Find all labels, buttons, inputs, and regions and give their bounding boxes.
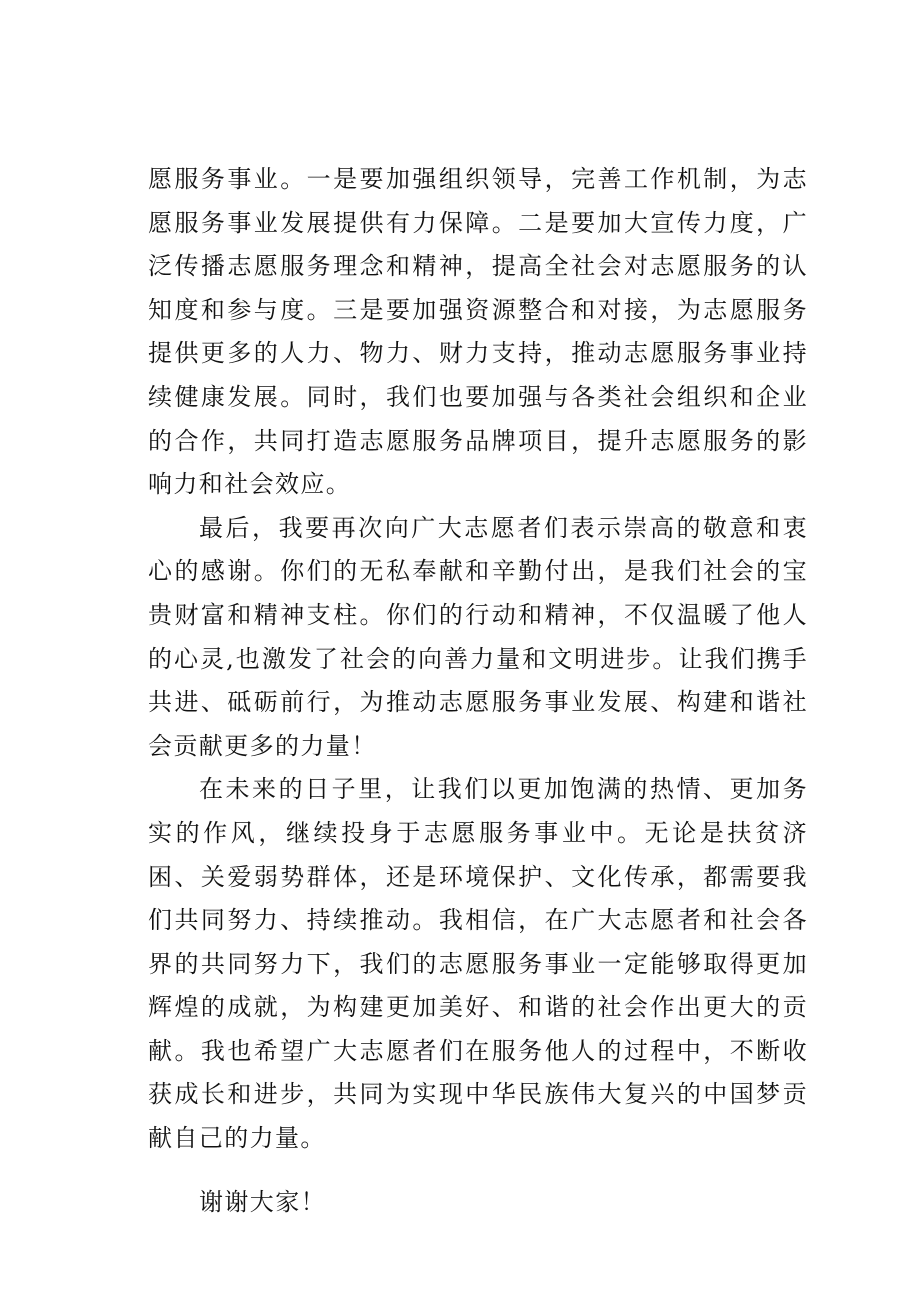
paragraph-thanks: 谢谢大家！ xyxy=(199,1187,326,1216)
paragraph-future: 在未来的日子里，让我们以更加饱满的热情、更加务实的作风，继续投身于志愿服务事业中。无论是扶贫济困、关爱弱势群体，还是环境保护、文化传承，都需要我们共同努力、持续推动。我相信，在广大志愿者和社会各界的共同努力下，我们的志愿服务事业一定能够取得更加辉煌的成就，为构建更加美好、和谐的社会作出更大的贡献。我也希望广大志愿者们在服务他人的过程中，不断收获成长和进步，共同为实现中华民族伟大复兴的中国梦贡献自己的力量。 xyxy=(148,775,808,1153)
paragraph-gratitude: 最后，我要再次向广大志愿者们表示崇高的敬意和衷心的感谢。你们的无私奉献和辛勤付出，是我们社会的宝贵财富和精神支柱。你们的行动和精神，不仅温暖了他人的心灵,也激发了社会的向善力量和文明进步。让我们携手共进、砥砺前行，为推动志愿服务事业发展、构建和谐社会贡献更多的力量！ xyxy=(148,513,808,760)
document-body xyxy=(148,158,808,1224)
paragraph-continued: 愿服务事业。一是要加强组织领导，完善工作机制，为志愿服务事业发展提供有力保障。二是要加大宣传力度，广泛传播志愿服务理念和精神，提高全社会对志愿服务的认知度和参与度。三是要加强资源整合和对接，为志愿服务提供更多的人力、物力、财力支持，推动志愿服务事业持续健康发展。同时，我们也要加强与各类社会组织和企业的合作，共同打造志愿服务品牌项目，提升志愿服务的影响力和社会效应。 xyxy=(148,165,808,499)
